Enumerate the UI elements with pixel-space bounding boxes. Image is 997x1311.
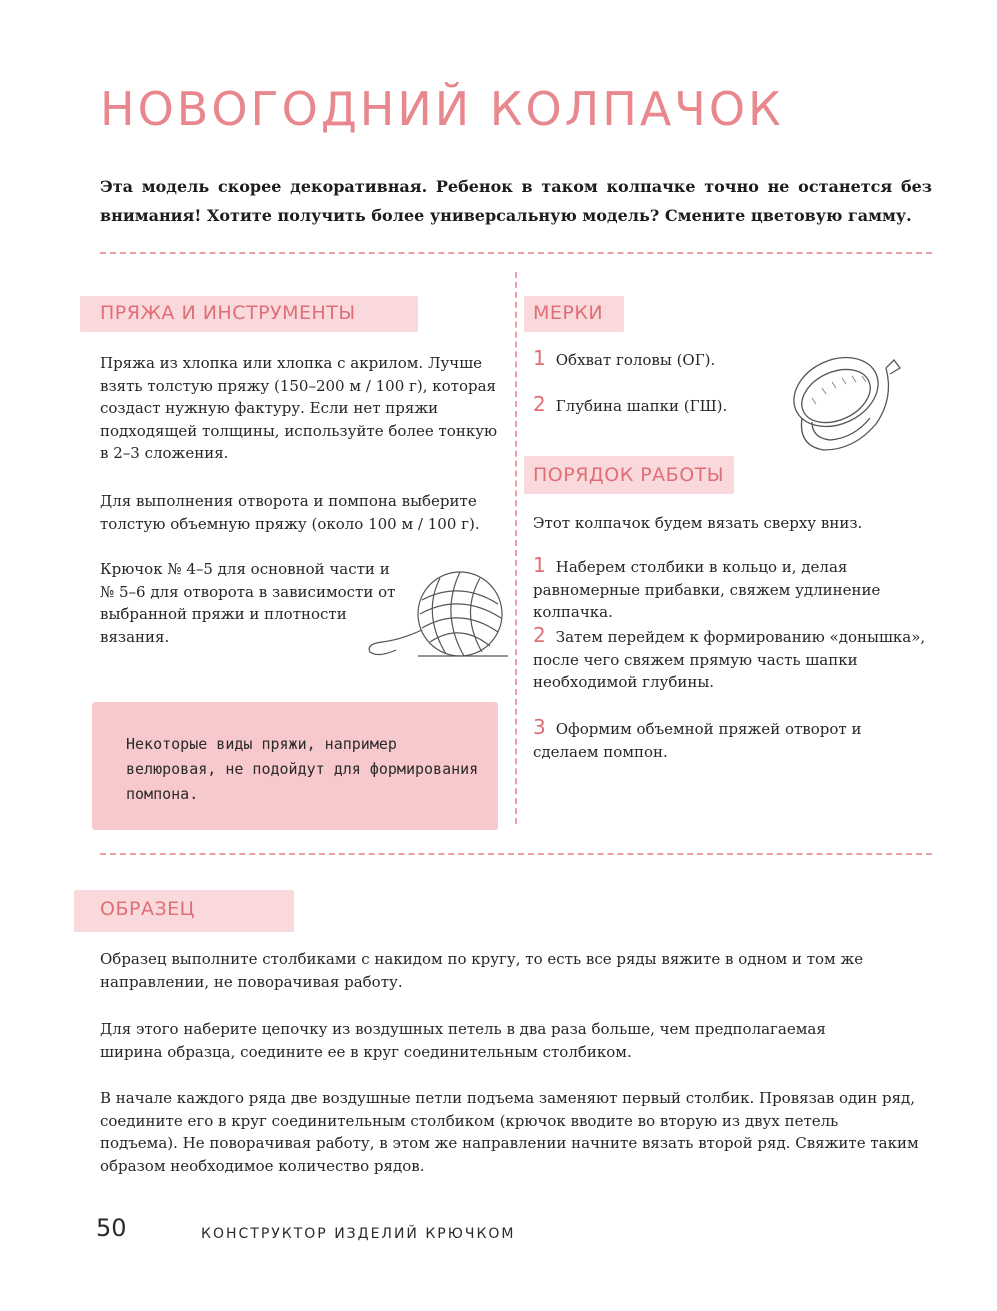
measures-heading: МЕРКИ (533, 302, 604, 324)
procedure-intro: Этот колпачок будем вязать сверху вниз. (533, 514, 863, 532)
divider-vertical (515, 272, 517, 824)
yarn-ball-icon (360, 570, 520, 670)
measuring-tape-icon (782, 338, 902, 458)
measure-text: Глубина шапки (ГШ). (555, 397, 728, 415)
yarn-paragraph-2: Для выполнения отворота и помпона выберите толстую объемную пряжу (около 100 м / 100 г). (100, 492, 480, 533)
measure-number: 1 (533, 346, 546, 370)
page-number: 50 (96, 1214, 127, 1242)
yarn-paragraph-1: Пряжа из хлопка или хлопка с акрилом. Лучше взять толстую пряжу (150–200 м / 100 г), которая создаст нужную фактуру. Если нет пряжи подходящей толщины, используйте более тонкую в 2–3 сложения. (100, 354, 498, 462)
step-text: Затем перейдем к формированию «донышка», после чего свяжем прямую часть шапки необходимой глубины. (533, 628, 926, 691)
step-number: 2 (533, 623, 546, 647)
step-number: 1 (533, 553, 546, 577)
procedure-step (533, 554, 933, 624)
procedure-step (533, 716, 873, 763)
sample-paragraph-2: Для этого наберите цепочку из воздушных петель в два раза больше, чем предполагаемая ширина образца, соедините ее в круг соединительным столбиком. (100, 1020, 826, 1061)
step-number: 3 (533, 715, 546, 739)
yarn-paragraph-3: Крючок № 4–5 для основной части и № 5–6 для отворота в зависимости от выбранной пряжи и плотности вязания. (100, 560, 396, 646)
procedure-step (533, 624, 933, 694)
procedure-heading: ПОРЯДОК РАБОТЫ (533, 464, 725, 486)
step-text: Оформим объемной пряжей отворот и сделаем помпон. (533, 720, 862, 761)
footer-book-title: КОНСТРУКТОР ИЗДЕЛИЙ КРЮЧКОМ (201, 1226, 516, 1242)
yarn-heading: ПРЯЖА И ИНСТРУМЕНТЫ (100, 302, 356, 324)
measure-item (533, 392, 727, 418)
sample-paragraph-3: В начале каждого ряда две воздушные петли подъема заменяют первый столбик. Провязав один ряд, соедините его в круг соединительным столбиком (крючок вводите во вторую из двух петель подъема). Не поворачивая работу, в этом же направлении начните вязать второй ряд. Свяжите таким образом необходимое количество рядов. (100, 1089, 919, 1175)
intro-paragraph: Эта модель скорее декоративная. Ребенок в таком колпачке точно не останется без внимания! Хотите получить более универсальную модель? Смените цветовую гамму. (100, 177, 932, 225)
measure-item (533, 346, 715, 372)
sample-paragraph-1: Образец выполните столбиками с накидом по кругу, то есть все ряды вяжите в одном и том же направлении, не поворачивая работу. (100, 950, 864, 991)
measure-text: Обхват головы (ОГ). (555, 351, 716, 369)
note-text: Некоторые виды пряжи, например велюровая, не подойдут для формирования помпона. (126, 735, 479, 803)
step-text: Наберем столбики в кольцо и, делая равномерные прибавки, свяжем удлинение колпачка. (533, 558, 881, 621)
divider-bottom (100, 853, 932, 855)
measure-number: 2 (533, 392, 546, 416)
sample-heading: ОБРАЗЕЦ (100, 898, 195, 920)
page-title: НОВОГОДНИЙ КОЛПАЧОК (100, 82, 784, 136)
divider-top (100, 252, 932, 254)
